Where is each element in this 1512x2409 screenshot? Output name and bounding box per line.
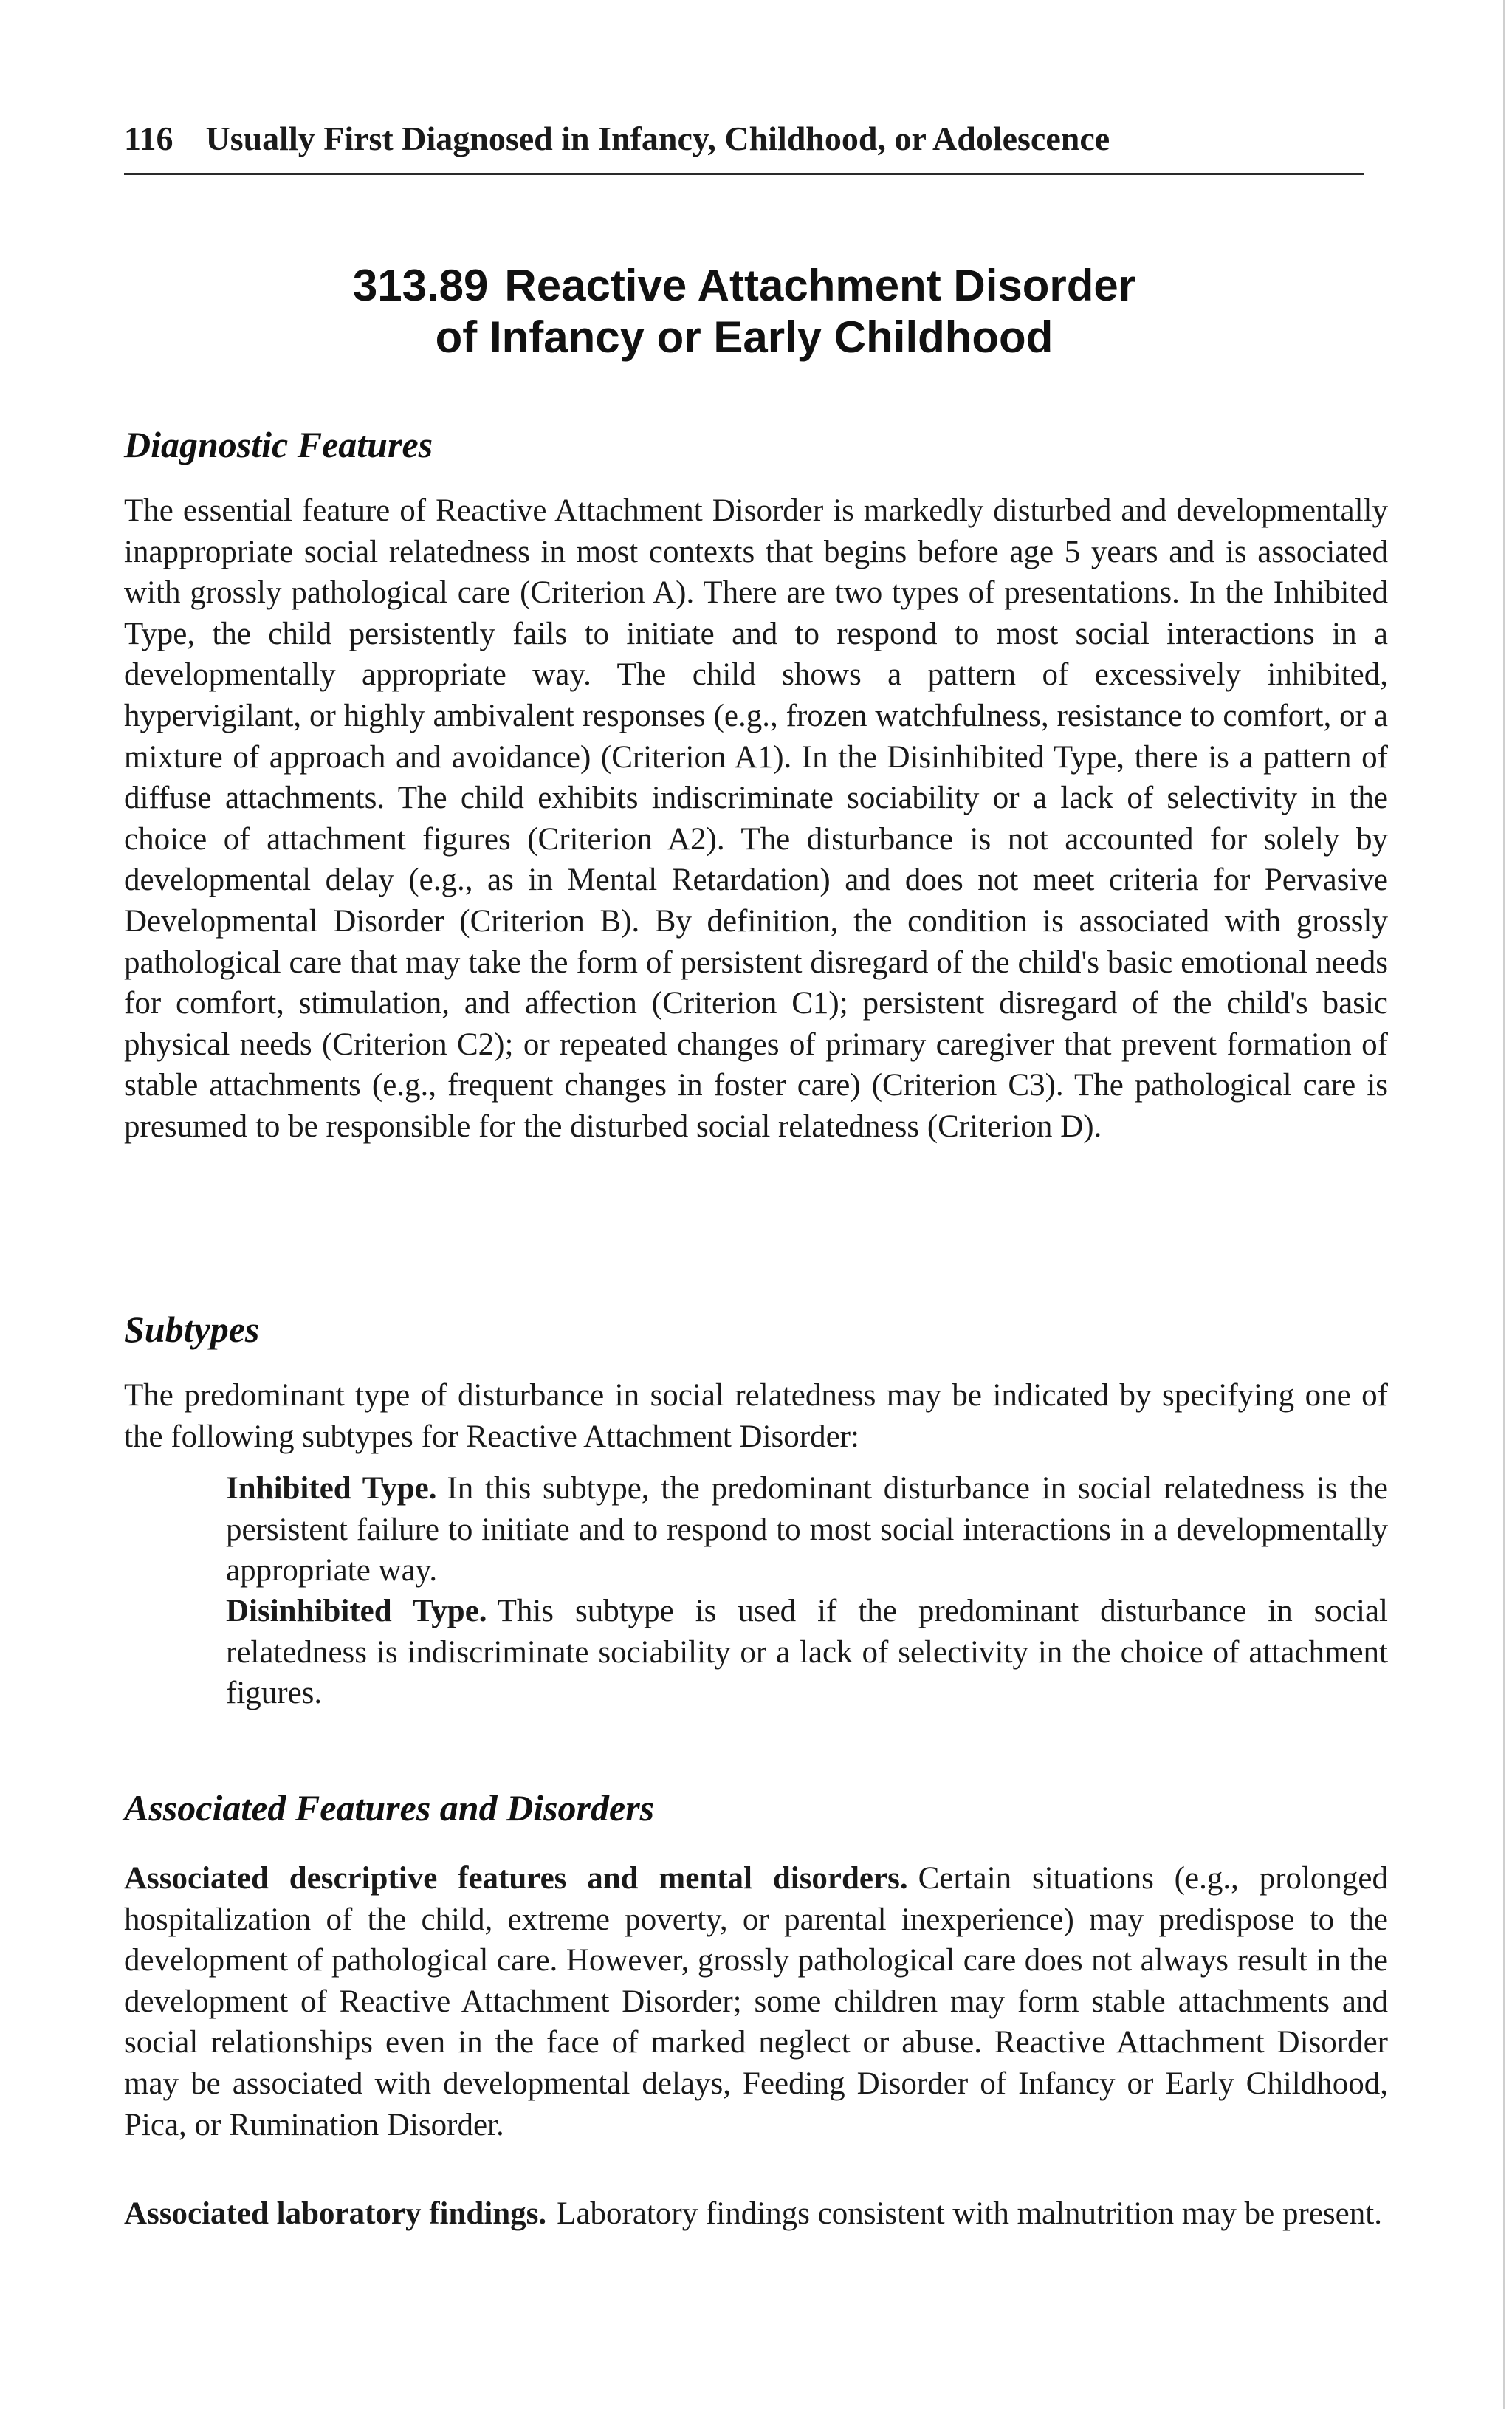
- associated-descriptive-term: Associated descriptive features and mental disorders.: [124, 1861, 908, 1896]
- heading-associated-features: Associated Features and Disorders: [124, 1787, 655, 1829]
- associated-lab-text: Laboratory findings consistent with malnutrition may be present.: [557, 2196, 1382, 2231]
- subtypes-intro: The predominant type of disturbance in social relatedness may be indicated by specifying one of the following subtypes for Reactive Attachment Disorder:: [124, 1378, 1388, 1454]
- chapter-title-line2: of Infancy or Early Childhood: [435, 312, 1054, 362]
- heading-subtypes: Subtypes: [124, 1309, 260, 1350]
- heading-diagnostic-features: Diagnostic Features: [124, 424, 433, 465]
- associated-lab-paragraph: [124, 2193, 1388, 2235]
- subtype-disinhibited-text: This subtype is used if the predominant disturbance in social relatedness is indiscriminate sociability or a lack of selectivity in the choice of attachment figures.: [226, 1594, 1388, 1711]
- subtype-inhibited: [226, 1468, 1388, 1591]
- associated-descriptive-text: Certain situations (e.g., prolonged hospitalization of the child, extreme poverty, or parental inexperience) may predispose to the development of pathological care. However, grossly pathological care does not always result in the development of Reactive Attachment Disorder; some children may form stable attachments and social relationships even in the face of marked neglect or abuse. Reactive Attachment Disorder may be associated with developmental delays, Feeding Disorder of Infancy or Early Childhood, Pica, or Rumination Disorder.: [124, 1861, 1389, 2142]
- diagnostic-features-paragraph: The essential feature of Reactive Attachment Disorder is markedly disturbed and developmentally inappropriate social relatedness in most contexts that begins before age 5 years and is associated with grossly pathological care (Criterion A). There are two types of presentations. In the Inhibited Type, the child persistently fails to initiate and to respond to most social interactions in a developmentally appropriate way. The child shows a pattern of excessively inhibited, hypervigilant, or highly ambivalent responses (e.g., frozen watchfulness, resistance to comfort, or a mixture of approach and avoidance) (Criterion A1). In the Disinhibited Type, there is a pattern of diffuse attachments. The child exhibits indiscriminate sociability or a lack of selectivity in the choice of attachment figures (Criterion A2). The disturbance is not accounted for solely by developmental delay (e.g., as in Mental Retardation) and does not meet criteria for Pervasive Developmental Disorder (Criterion B). By definition, the condition is associated with grossly pathological care that may take the form of persistent disregard of the child's basic emotional needs for comfort, stimulation, and affection (Criterion C1); persistent disregard of the child's basic physical needs (Criterion C2); or repeated changes of primary caregiver that prevent formation of stable attachments (e.g., frequent changes in foster care) (Criterion C3). The pathological care is presumed to be responsible for the disturbed social relatedness (Criterion D).: [124, 493, 1388, 1144]
- scan-edge: [1503, 0, 1505, 2409]
- chapter-title: [124, 260, 1364, 363]
- header-divider: [124, 173, 1364, 175]
- subtype-disinhibited-term: Disinhibited Type.: [226, 1594, 487, 1628]
- chapter-title-line1: [124, 260, 1364, 312]
- subtype-inhibited-text: In this subtype, the predominant disturbance in social relatedness is the persistent failure to initiate and to respond to most social interactions in a developmentally appropriate way.: [226, 1471, 1389, 1589]
- subtype-inhibited-term: Inhibited Type.: [226, 1471, 437, 1506]
- associated-descriptive-paragraph: [124, 1858, 1388, 2145]
- page-number: 116: [124, 120, 173, 157]
- disorder-name: Reactive Attachment Disorder: [504, 261, 1136, 310]
- associated-lab-term: Associated laboratory findings.: [124, 2196, 547, 2231]
- subtype-disinhibited: [226, 1591, 1388, 1714]
- diagnostic-code: 313.89: [352, 261, 489, 310]
- running-title: Usually First Diagnosed in Infancy, Childhood, or Adolescence: [205, 120, 1110, 157]
- running-header: [124, 109, 1364, 168]
